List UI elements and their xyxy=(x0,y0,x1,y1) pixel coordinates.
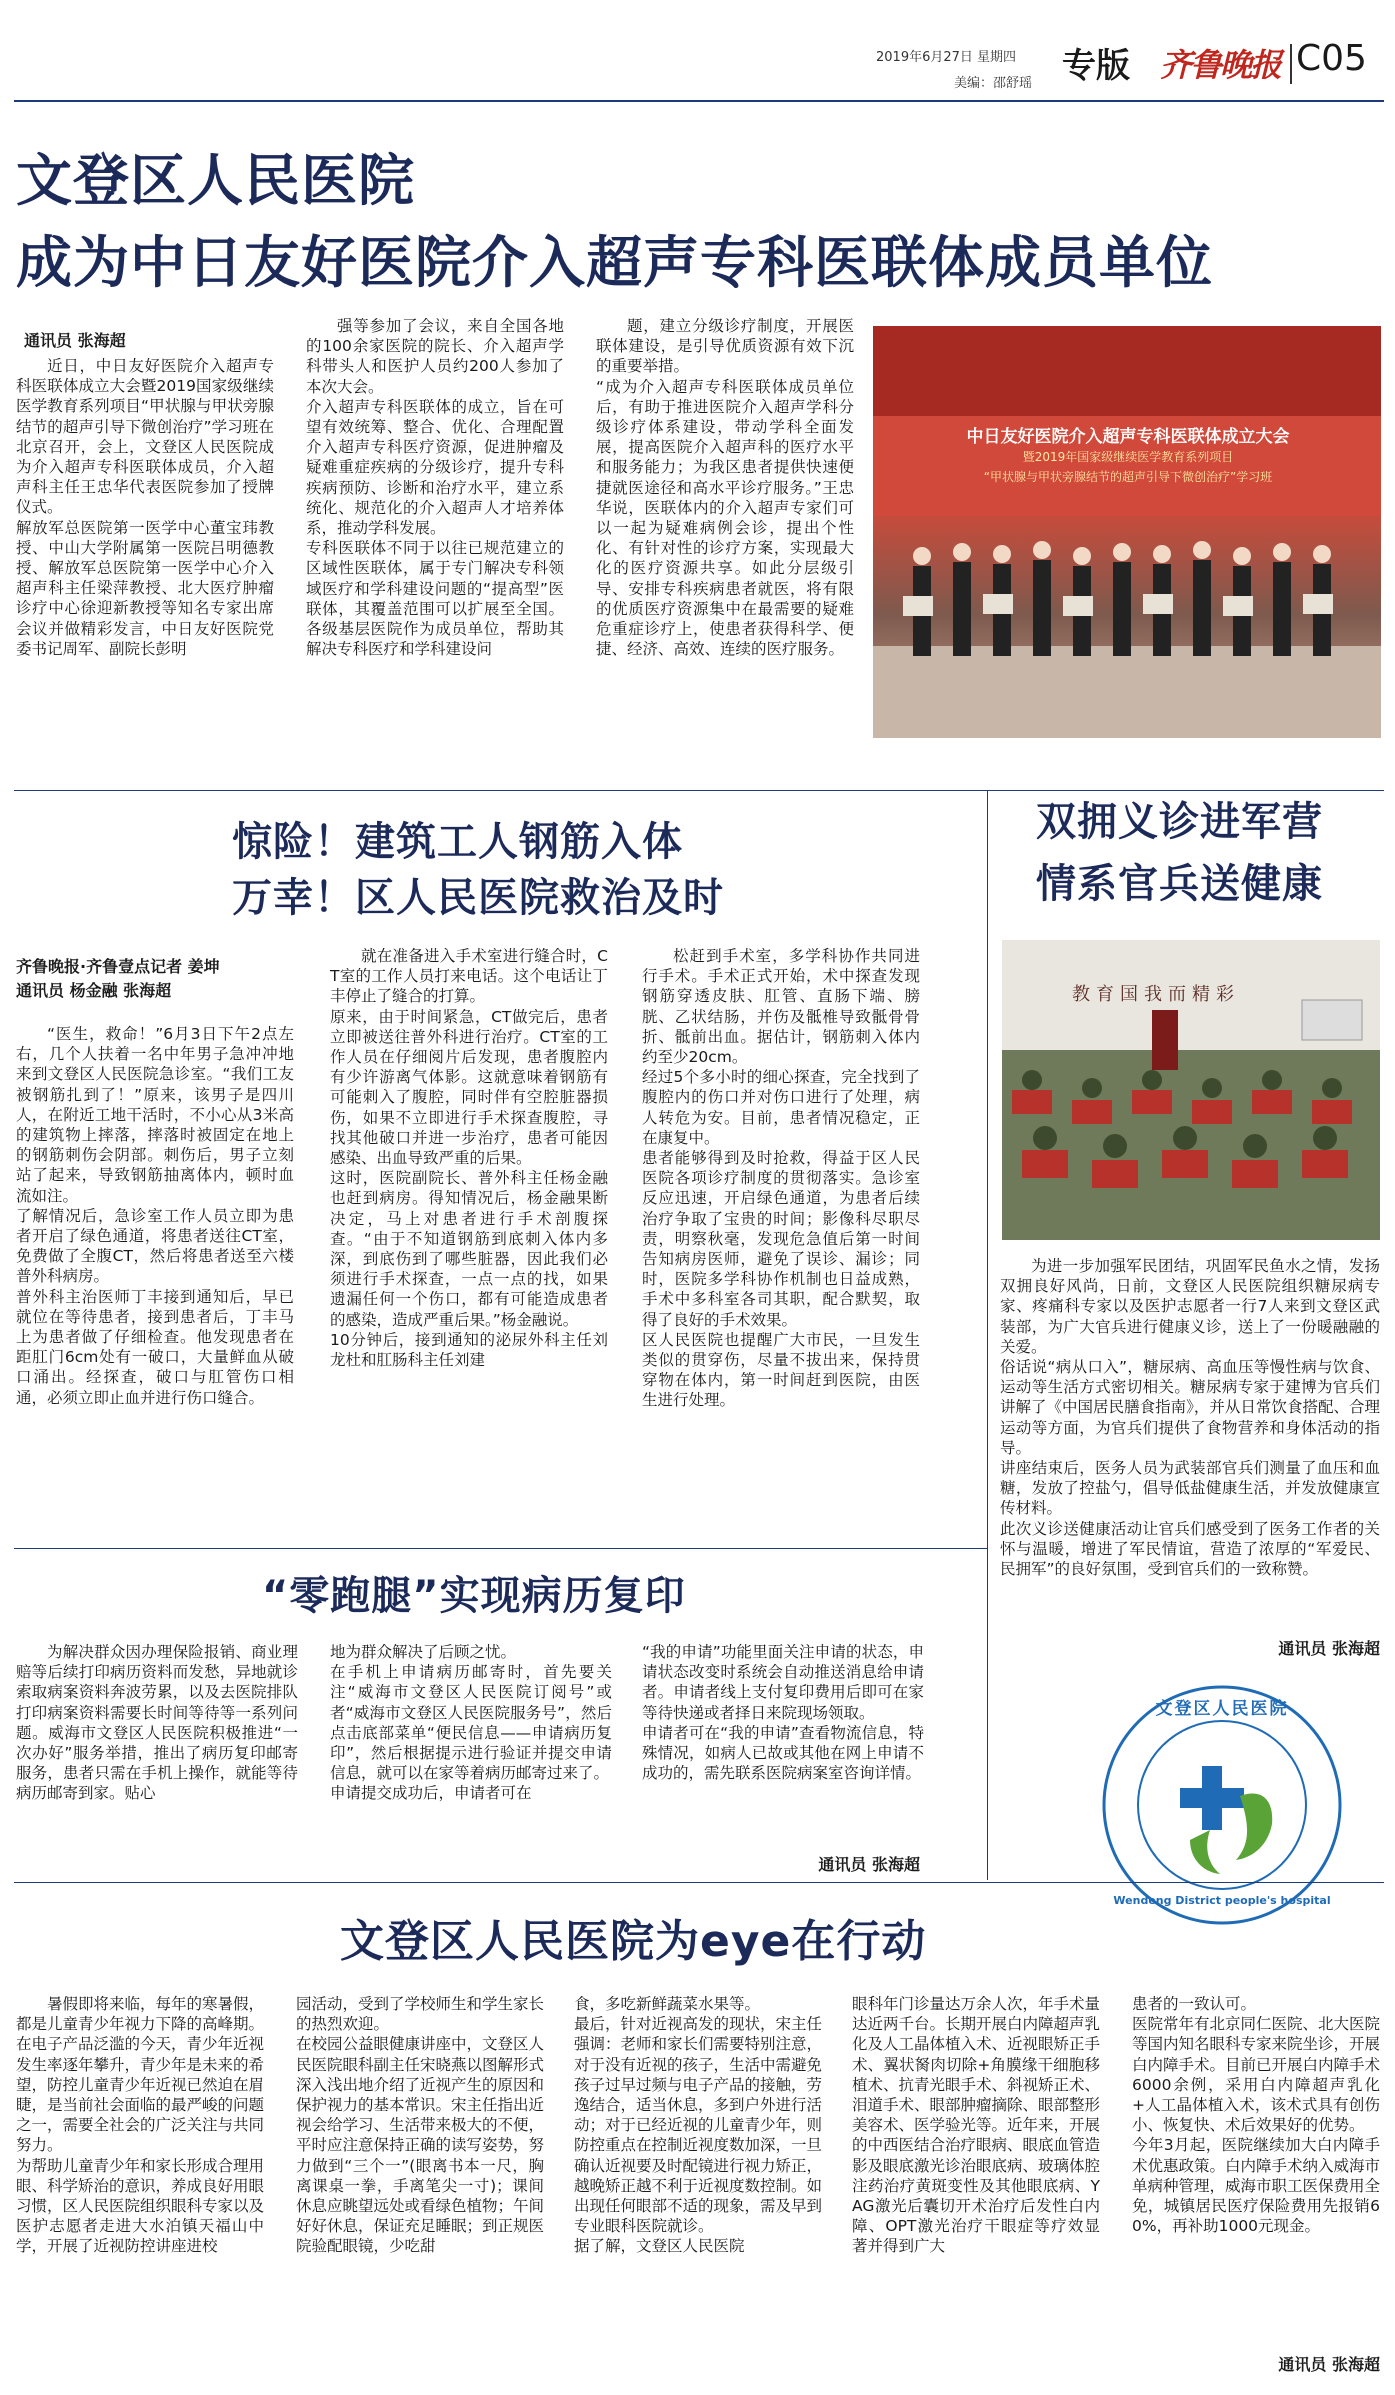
article1-photo-art xyxy=(873,326,1381,738)
article2-col3: 松赶到手术室，多学科协作共同进行手术。手术正式开始，术中探查发现钢筋穿透皮肤、肛管、直肠下端、膀胱、乙状结肠，并伤及骶椎导致骶骨骨折、骶前出血。据估计，钢筋刺入体内约至少20cm。 经过5个多小时的细心探查，完全找到了腹腔内的伤口并对伤口进行了处理，病人转危为安。目前，患者情况稳定，正在康复中。 患者能够得到及时抢救，得益于区人民医院各项诊疗制度的贯彻落实。急诊室反应迅速，开启绿色通道，为患者后续治疗争取了宝贵的时间；影像科尽职尽责，明察秋毫，发现危急值后第一时间告知病房医师，避免了误诊、漏诊；同时，医院多学科协作机制也日益成熟，手术中多科室各司其职，配合默契，取得了良好的手术效果。 区人民医院也提醒广大市民，一旦发生类似的贯穿伤，尽量不拔出来，保持贯穿物在体内，第一时间赶到医院，由医生进行处理。 xyxy=(642,947,920,1410)
hospital-logo-text-en: Wendeng District people's hospital xyxy=(1113,1894,1331,1907)
article4-title: “零跑腿”实现病历复印 xyxy=(262,1573,686,1619)
article3-title-line1: 双拥义诊进军营 xyxy=(1036,799,1323,845)
article4-col2: 地为群众解决了后顾之忧。 在手机上申请病历邮寄时，首先要关注“威海市文登区人民医院订阅号”或者“威海市文登区人民医院服务号”，然后点击底部菜单“便民信息——申请病历复印”，然后根据提示进行验证并提交申请信息，就可以在家等着病历邮寄过来了。 申请提交成功后，申请者可在 xyxy=(330,1643,612,1803)
article4-top-rule xyxy=(14,1548,987,1549)
article1-bottom-rule xyxy=(14,790,1384,791)
article2-col1: “医生，救命！”6月3日下午2点左右，几个人扶着一名中年男子急冲冲地来到文登区人民医院急诊室。“我们工友被钢筋扎到了！”原来，该男子是四川人，在附近工地干活时，不小心从3米高的建筑物上摔落，摔落时被固定在地上的钢筋刺伤会阴部。刺伤后，男子立刻站了起来，导致钢筋抽离体内，顿时血流如注。 了解情况后，急诊室工作人员立即为患者开启了绿色通道，将患者送往CT室，免费做了全腹CT，然后将患者送至六楼普外科病房。 普外科主治医师丁丰接到通知后，早已就位在等待患者，接到患者后，丁丰马上为患者做了仔细检查。他发现患者在距肛门6cm处有一破口，大量鲜血从破口涌出。经探查，破口与肛管伤口相通，必须立即止血并进行伤口缝合。 xyxy=(16,1025,294,1407)
article1-col3: 题，建立分级诊疗制度，开展医联体建设，是引导优质资源有效下沉的重要举措。 “成为介入超声专科医联体成员单位后，有助于推进医院介入超声学科分级诊疗体系建设，带动学科全面发展，提高医院介入超声科的医疗水平和服务能力；为我区患者提供快速便捷就医途径和高水平诊疗服务。”王忠华说，医联体内的介入超声专家们可以一起为疑难病例会诊，提出个性化、有针对性的诊疗方案，实现最大化的医疗资源共享。如此分层级引导、安排专科疾病患者就医，将有限的优质医疗资源集中在最需要的疑难危重症诊疗上，使患者获得科学、便捷、经济、高效、连续的医疗服务。 xyxy=(596,317,854,659)
article5-top-rule xyxy=(14,1882,1384,1883)
article5-col5: 患者的一致认可。 医院常年有北京同仁医院、北大医院等国内知名眼科专家来院坐诊，开展白内障手术。目前已开展白内障手术6000余例，采用白内障超声乳化+人工晶体植入术，该术式具有创伤小、恢复快、术后效果好的优势。 今年3月起，医院继续加大白内障手术优惠政策。白内障手术纳入威海市单病种管理，威海市职工医保费用全免，城镇居民医疗保险费用先报销60%，再补助1000元现金。 xyxy=(1132,1995,1381,2236)
article4-col1: 为解决群众因办理保险报销、商业理赔等后续打印病历资料而发愁，异地就诊索取病案资料奔波劳累，以及去医院排队打印病案资料需要长时间等待等一系列问题。威海市文登区人民医院积极推进“一次办好”服务举措，推出了病历复印邮寄服务，患者只需在手机上操作，就能等待病历邮寄到家。贴心 xyxy=(16,1643,298,1803)
article3-title-line2: 情系官兵送健康 xyxy=(1036,861,1323,907)
article3-byline: 通讯员 张海超 xyxy=(1278,1639,1380,1658)
masthead-date: 2019年6月27日 星期四 xyxy=(876,50,1017,65)
article1-col2: 强等参加了会议，来自全国各地的100余家医院的院长、介入超声学科带头人和医护人员约200人参加了本次大会。 介入超声专科医联体的成立，旨在可望有效统筹、整合、优化、合理配置介入超声专科医疗资源，促进肿瘤及疑难重症疾病的分级诊疗，提升专科疾病预防、诊断和治疗水平，建立系统化、规范化的介入超声人才培养体系，推动学科发展。 专科医联体不同于以往已规范建立的区域性医联体，属于专门解决专科领域医疗和学科建设问题的“提高型”医联体，其覆盖范围可以扩展至全国。各级基层医院作为成员单位，帮助其解决专科医疗和学科建设问 xyxy=(306,317,564,659)
article5-col3: 食，多吃新鲜蔬菜水果等。 最后，针对近视高发的现状，宋主任强调：老师和家长们需要特别注意，对于没有近视的孩子，生活中需避免孩子过早过频与电子产品的接触，劳逸结合，适当休息，多到户外进行活动；对于已经近视的儿童青少年，则防控重点在控制近视度数加深，一旦确认近视要及时配镜进行视力矫正，越晚矫正越不利于近视度数控制。如出现任何眼部不适的现象，需及早到专业眼科医院就诊。 据了解，文登区人民医院 xyxy=(574,1995,823,2256)
article1-byline: 通讯员 张海超 xyxy=(24,331,126,350)
masthead-editor: 美编：邵舒瑶 xyxy=(954,76,1033,91)
article5-title: 文登区人民医院为eye在行动 xyxy=(340,1916,927,1967)
article1-photo xyxy=(873,326,1381,738)
article2-title-line1: 惊险！建筑工人钢筋入体 xyxy=(232,819,683,865)
hospital-logo-text-cn: 文登区人民医院 xyxy=(1155,1699,1289,1719)
article5-col1: 暑假即将来临，每年的寒暑假，都是儿童青少年视力下降的高峰期。在电子产品泛滥的今天，青少年近视发生率逐年攀升，青少年是未来的希望，防控儿童青少年近视已然迫在眉睫，是当前社会面临的最严峻的问题之一，需要全社会的广泛关注与共同努力。 为帮助儿童青少年和家长形成合理用眼、科学矫治的意识，养成良好用眼习惯，区人民医院组织眼科专家以及医护志愿者走进大水泊镇天福山中学，开展了近视防控讲座进校 xyxy=(16,1995,265,2256)
article1-title-line1: 文登区人民医院 xyxy=(16,149,415,214)
article3-body: 为进一步加强军民团结，巩固军民鱼水之情，发扬双拥良好风尚，日前，文登区人民医院组织糖尿病专家、疼痛科专家以及医护志愿者一行7人来到文登区武装部，为广大官兵进行健康义诊，送上了一份暖融融的关爱。 俗话说“病从口入”，糖尿病、高血压等慢性病与饮食、运动等生活方式密切相关。糖尿病专家于建博为官兵们讲解了《中国居民膳食指南》，并从日常饮食搭配、合理运动等方面，为官兵们提供了食物营养和身体活动的指导。 讲座结束后，医务人员为武装部官兵们测量了血压和血糖，发放了控盐勺，倡导低盐健康生活，并发放健康宣传材料。 此次义诊送健康活动让官兵们感受到了医务工作者的关怀与温暖，增进了军民情谊，营造了浓厚的“军爱民、民拥军”的良好氛围，受到官兵们的一致称赞。 xyxy=(1000,1257,1380,1579)
article1-col1: 近日，中日友好医院介入超声专科医联体成立大会暨2019国家级继续医学教育系列项目“甲状腺与甲状旁腺结节的超声引导下微创治疗”学习班在北京召开，会上，文登区人民医院成为介入超声专科医联体成员，介入超声科主任王忠华代表医院参加了授牌仪式。 解放军总医院第一医学中心董宝玮教授、中山大学附属第一医院吕明德教授、解放军总医院第一医学中心介入超声科主任梁萍教授、北大医疗肿瘤诊疗中心徐迎新教授等知名专家出席会议并做精彩发言，中日友好医院党委书记周军、副院长彭明 xyxy=(16,357,274,658)
hospital-logo xyxy=(1092,1680,1352,1930)
article1-photo-banner-line2: 暨2019年国家级继续医学教育系列项目 xyxy=(1022,450,1234,464)
article3-photo-banner: 教育国我而精彩 xyxy=(1072,984,1240,1005)
masthead-section: 专版 xyxy=(1062,46,1130,86)
article1-photo-banner-line3: “甲状腺与甲状旁腺结节的超声引导下微创治疗”学习班 xyxy=(983,470,1273,484)
article2-col2: 就在准备进入手术室进行缝合时，CT室的工作人员打来电话。这个电话让丁丰停止了缝合的打算。 原来，由于时间紧急，CT做完后，患者立即被送往普外科进行治疗。CT室的工作人员在仔细阅片后发现，患者腹腔内有少许游离气体影。这就意味着钢筋有可能刺入了腹腔，同时伴有空腔脏器损伤，如果不立即进行手术探查腹腔，寻找其他破口并进一步治疗，患者可能因感染、出血导致严重的后果。 这时，医院副院长、普外科主任杨金融也赶到病房。得知情况后，杨金融果断决定，马上对患者进行手术剖腹探查。“由于不知道钢筋到底刺入体内多深，到底伤到了哪些脏器，因此我们必须进行手术探查，一点一点的找，如果遗漏任何一个伤口，都有可能造成患者的感染，造成严重后果。”杨金融说。 10分钟后，接到通知的泌尿外科主任刘龙杜和肛肠科主任刘建 xyxy=(330,947,608,1370)
masthead-divider xyxy=(1290,44,1292,84)
article2-title-line2: 万幸！区人民医院救治及时 xyxy=(232,875,724,921)
article5-byline: 通讯员 张海超 xyxy=(1278,2355,1380,2374)
article5-col2: 园活动，受到了学校师生和学生家长的热烈欢迎。 在校园公益眼健康讲座中，文登区人民医院眼科副主任宋晓燕以图解形式深入浅出地介绍了近视产生的原因和保护视力的基本常识。宋主任指出近视会给学习、生活带来极大的不便，平时应注意保持正确的读写姿势，努力做到“三个一”(眼离书本一尺，胸离课桌一拳，手离笔尖一寸)；课间休息应眺望远处或看绿色植物；午间好好休息，保证充足睡眠；到正规医院验配眼镜，少吃甜 xyxy=(296,1995,545,2256)
article1-photo-banner-line1: 中日友好医院介入超声专科医联体成立大会 xyxy=(966,427,1290,447)
masthead-paper-logo: 齐鲁晚报 xyxy=(1160,46,1281,84)
article4-col3: “我的申请”功能里面关注申请的状态，申请状态改变时系统会自动推送消息给申请者。申请者线上支付复印费用后即可在家等待快递或者择日来院现场领取。 申请者可在“我的申请”查看物流信息，特殊情况，如病人已故或其他在网上申请不成功的，需先联系医院病案室咨询详情。 xyxy=(642,1643,924,1783)
masthead-rule xyxy=(14,100,1384,102)
article4-byline: 通讯员 张海超 xyxy=(818,1855,920,1874)
article5-col4: 眼科年门诊量达万余人次，年手术量达近两千台。长期开展白内障超声乳化及人工晶体植入术、近视眼矫正手术、翼状胬肉切除+角膜缘干细胞移植术、抗青光眼手术、斜视矫正术、泪道手术、眼部肿瘤摘除、眼部整形美容术、医学验光等。近年来，开展的中西医结合治疗眼病、眼底血管造影及眼底激光诊治眼底病、玻璃体腔注药治疗黄斑变性及其他眼底病、YAG激光后囊切开术治疗后发性白内障、OPT激光治疗干眼症等疗效显著并得到广大 xyxy=(852,1995,1101,2256)
article2-byline-line1: 齐鲁晚报·齐鲁壹点记者 姜坤 xyxy=(16,957,220,976)
masthead-page: C05 xyxy=(1296,38,1367,79)
article2-byline-line2: 通讯员 杨金融 张海超 xyxy=(16,981,172,1000)
article1-title-line2: 成为中日友好医院介入超声专科医联体成员单位 xyxy=(16,231,1213,296)
article2-right-rule xyxy=(987,790,988,1880)
article3-photo xyxy=(1002,940,1380,1240)
